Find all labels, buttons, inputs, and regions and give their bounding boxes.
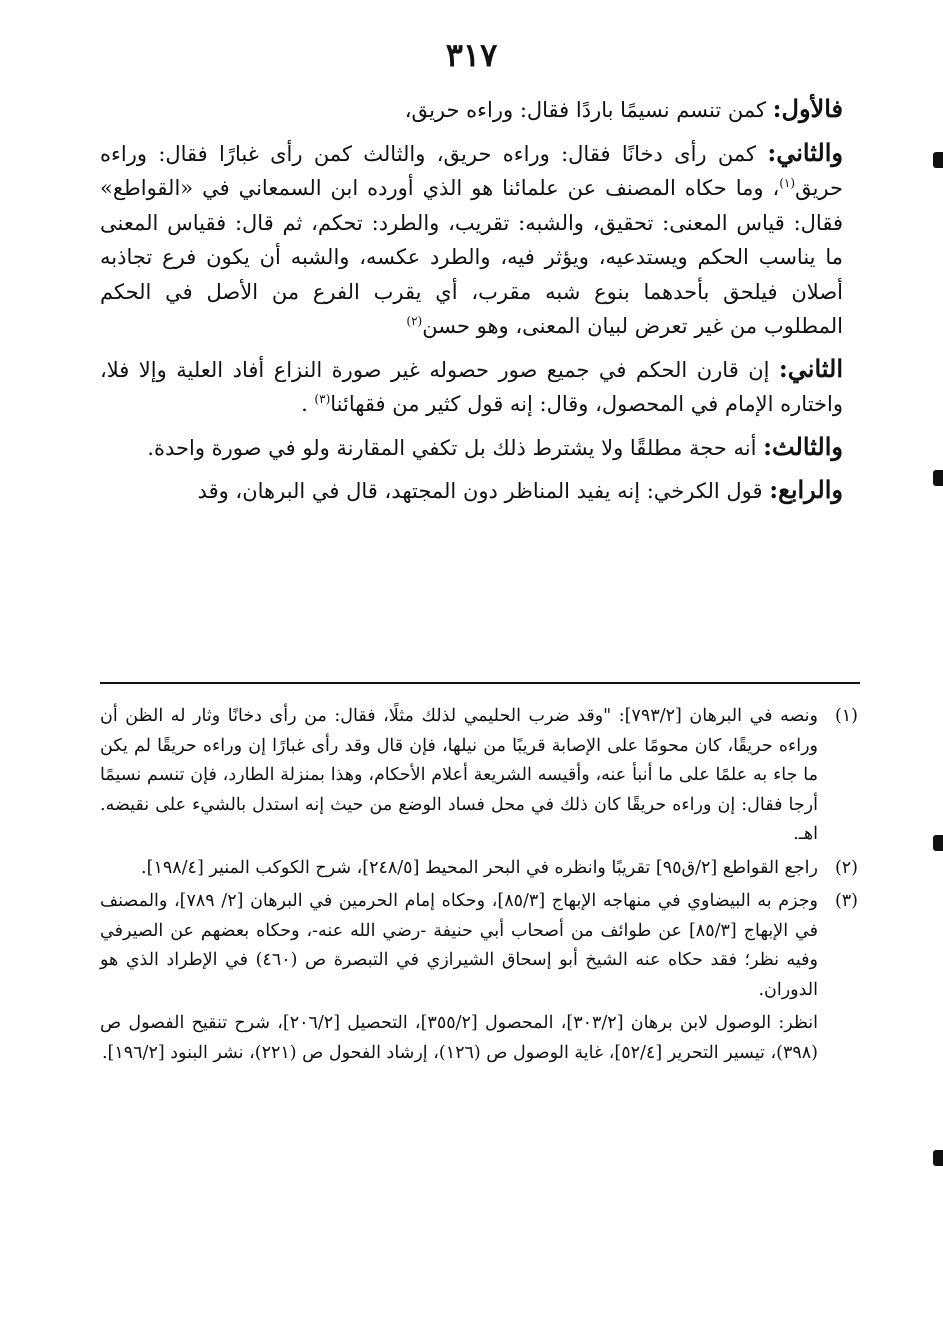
- binding-mark: [933, 470, 943, 486]
- binding-mark: [933, 835, 943, 851]
- footnote-ref[interactable]: (١): [779, 176, 796, 190]
- paragraph-text: كمن تنسم نسيمًا باردًا فقال: وراءه حريق،: [404, 98, 773, 122]
- paragraph-text: كمن رأى دخانًا فقال: وراءه حريق، والثالث كمن رأى غبارًا فقال: وراءه حريق: [100, 141, 843, 200]
- paragraph-text: قول الكرخي: إنه يفيد المناظر دون المجتهد، قال في البرهان، وقد: [197, 479, 770, 503]
- footnote: [100, 887, 858, 1005]
- page-number: ٣١٧: [445, 36, 498, 74]
- main-text: [100, 92, 843, 517]
- paragraph-text: إن قارن الحكم في جميع صور حصوله غير صورة النزاع أفاد العلية وإلا فلا، واختاره الإمام في المحصول، وقال: إنه قول كثير من فقهائنا: [100, 357, 843, 416]
- paragraph-lead: والثالث:: [763, 431, 843, 461]
- footnote-text: ونصه في البرهان [٧٩٣/٢]: "وقد ضرب الحليمي لذلك مثلًا، فقال: من رأى دخانًا وثار له الظن أن وراءه حريقًا، كان محومًا على الإصابة قريبًا من نيلها، فإن قال وقد رأى غبارًا إن وراءه حريقًا لم يكن ما جاء به علمًا على ما أنبأ عنه، وأقيسه الشريعة أعلام الأحكام، وهذا بمنزلة الطارد، فإن تنسم نسيمًا أرجا فقال: إن وراءه حريقًا كان ذلك في محل فساد الوضع من حيث إنه استدل بالشيء على نقيضه. اهـ.: [100, 706, 818, 844]
- paragraph: [100, 92, 843, 128]
- paragraph: [100, 136, 843, 344]
- paragraph-lead: الثاني:: [778, 353, 843, 383]
- footnotes: [100, 702, 858, 1072]
- paragraph-text: أنه حجة مطلقًا ولا يشترط ذلك بل تكفي المقارنة ولو في صورة واحدة.: [147, 435, 764, 460]
- footnote: [100, 702, 858, 850]
- paragraph-text: ، وما حكاه المصنف عن علمائنا هو الذي أورده ابن السمعاني في «القواطع» فقال: قياس المعنى: تحقيق، والشبه: تقريب، والطرد: تحكم، ثم قال: فقياس المعنى ما يناسب الحكم ويستدعيه، ويؤثر فيه، والطرد عكسه، والشبه أن يكون فرع تجاذبه أصلان فيلحق بأحدهما بنوع شبه مقرب، أي يقرب الفرع من الأصل في الحكم المطلوب من غير تعرض لبيان المعنى، وهو حسن: [100, 176, 843, 338]
- paragraph-lead: والثاني:: [767, 137, 843, 167]
- footnote-text: راجع القواطع [٢/ق٩٥] تقريبًا وانظره في البحر المحيط [٢٤٨/٥]، شرح الكوكب المنير [١٩٨/٤].: [141, 857, 818, 878]
- footnote-text: انظر: الوصول لابن برهان [٣٠٣/٢]، المحصول [٣٥٥/٢]، التحصيل [٢٠٦/٢]، شرح تنقيح الفصول ص (٣٩٨)، تيسير التحرير [٥٢/٤]، غاية الوصول ص (١٢٦)، إرشاد الفحول ص (٢٢١)، نشر البنود [١٩٦/٢].: [100, 1013, 819, 1063]
- footnote-ref[interactable]: (٣): [314, 392, 331, 406]
- paragraph-lead: والرابع:: [769, 475, 843, 504]
- footnote-divider: [100, 682, 860, 684]
- paragraph: [100, 352, 843, 422]
- paragraph-text: .: [301, 392, 315, 416]
- footnote-number: (٣): [834, 891, 858, 911]
- paragraph-lead: فالأول:: [772, 94, 843, 123]
- paragraph: [100, 473, 843, 509]
- footnote-number: (٢): [834, 857, 858, 878]
- footnote-ref[interactable]: (٢): [406, 314, 423, 328]
- footnote-number: (١): [834, 706, 858, 726]
- footnote-text: وجزم به البيضاوي في منهاجه الإبهاج [٨٥/٣]، وحكاه إمام الحرمين في البرهان [٢/ ٧٨٩]، والمصنف في الإبهاج [٨٥/٣] عن طوائف من أصحاب أبي حنيفة -رضي الله عنه-، وحكاه بعضهم عن الصيرفي وفيه نظر؛ فقد حكاه عنه الشيخ أبو إسحاق الشيرازي في التبصرة ص (٤٦٠) في الإطراد الذي هو الدوران.: [100, 891, 819, 1000]
- binding-mark: [933, 1150, 943, 1166]
- footnote: [100, 854, 858, 884]
- paragraph: [100, 430, 843, 466]
- footnote-continuation: [100, 1009, 858, 1068]
- binding-mark: [933, 152, 943, 168]
